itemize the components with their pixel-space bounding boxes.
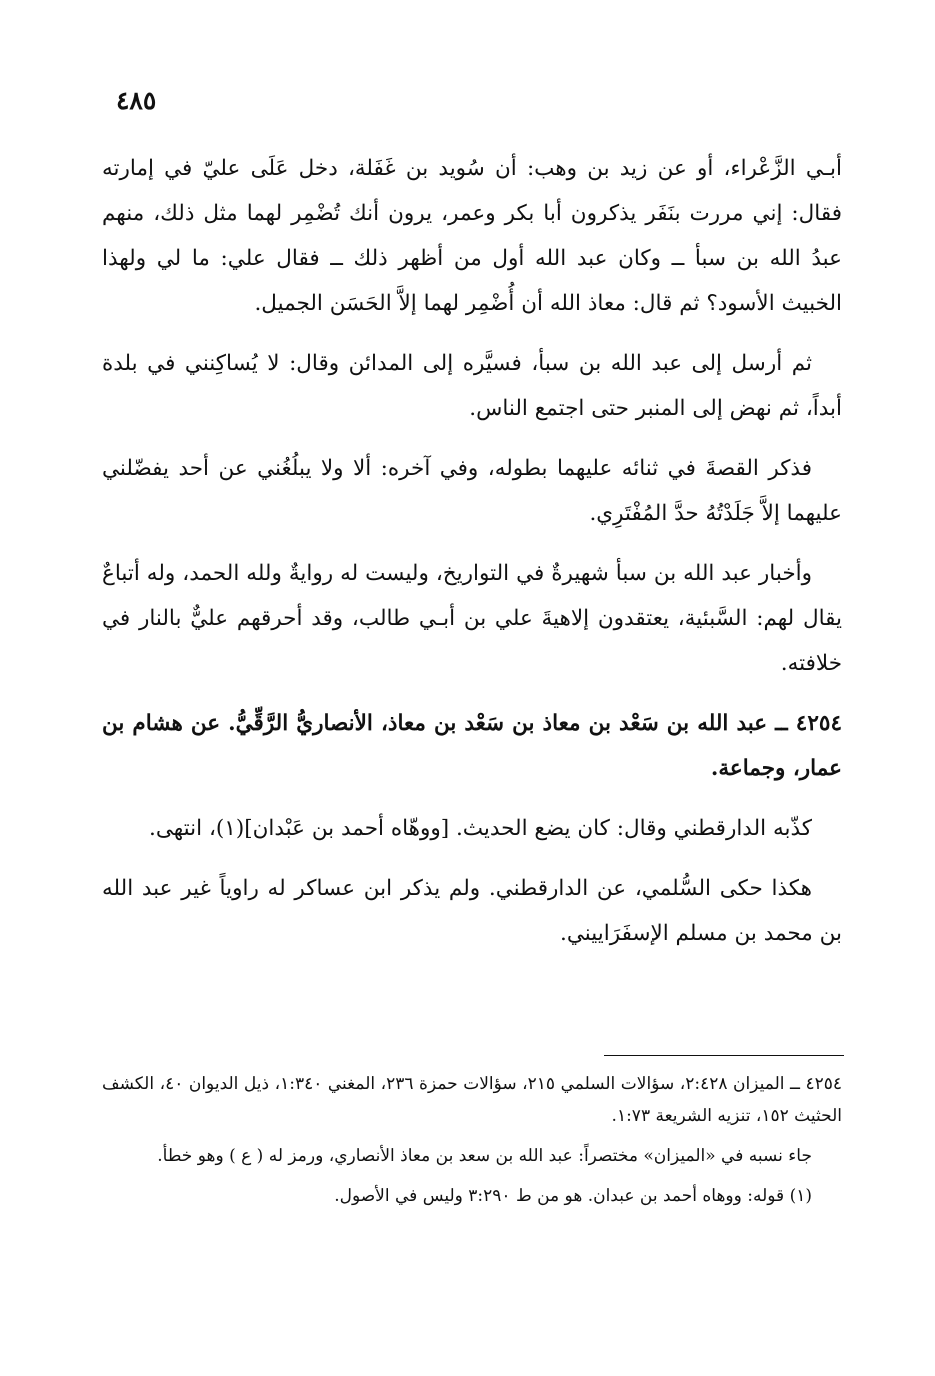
paragraph-4: وأخبار عبد الله بن سبأ شهيرةٌ في التواريخ، وليست له روايةٌ ولله الحمد، وله أتباعٌ يقال لهم: السَّبئية، يعتقدون إلاهيةَ علي بن أبـي طالب، وقد أحرقهم عليٌّ بالنار في خلافته.: [102, 561, 842, 676]
footnote-divider: [604, 1055, 844, 1056]
entry-heading-4254: ٤٢٥٤ ــ عبد الله بن سَعْد بن معاذ بن سَعْد بن معاذ، الأنصاريُّ الرَّقِّيُّ. عن هشام بن عمار، وجماعة.: [102, 711, 842, 781]
paragraph-6: كذّبه الدارقطني وقال: كان يضع الحديث. [ووهّاه أحمد بن عَبْدان](١)، انتهى.: [149, 816, 812, 841]
paragraph-3: فذكر القصةَ في ثنائه عليهما بطوله، وفي آخره: ألا ولا يبلُغُني عن أحد يفضّلني عليهما إلاَّ جَلَدْتُهُ حدَّ المُفْتَرِي.: [102, 456, 842, 526]
footnote-sources: ٤٢٥٤ ــ الميزان ٢:٤٢٨، سؤالات السلمي ٢١٥، سؤالات حمزة ٢٣٦، المغني ١:٣٤٠، ذيل الديوان ٤٠، الكشف الحثيث ١٥٢، تنزيه الشريعة ١:٧٣.: [102, 1074, 843, 1126]
paragraph-7: هكذا حكى السُّلمي، عن الدارقطني. ولم يذكر ابن عساكر له راوياً غير عبد الله بن محمد بن مسلم الإسفَرَاييني.: [102, 876, 842, 946]
main-text-body: [102, 146, 842, 971]
paragraph-2: ثم أرسل إلى عبد الله بن سبأ، فسيَّره إلى المدائن وقال: لا يُساكِنني في بلدة أبداً، ثم نهض إلى المنبر حتى اجتمع الناس.: [102, 351, 842, 421]
footnotes: [102, 1068, 842, 1220]
footnote-lineage-note: جاء نسبه في «الميزان» مختصراً: عبد الله بن سعد بن معاذ الأنصاري، ورمز له ( ع ) وهو خطأ.: [157, 1146, 812, 1166]
paragraph-1: أبـي الزَّعْراء، أو عن زيد بن وهب: أن سُويد بن غَفَلة، دخل عَلَى عليّ في إمارته فقال: إني مررت بنَفَر يذكرون أبا بكر وعمر، يرون أنك تُضْمِر لهما مثل ذلك، منهم عبدُ الله بن سبأ ــ وكان عبد الله أول من أظهر ذلك ــ فقال علي: ما لي ولهذا الخبيث الأسود؟ ثم قال: معاذ الله أن أُضْمِر لهما إلاَّ الحَسَن الجميل.: [102, 156, 842, 316]
footnote-1: (١) قوله: ووهاه أحمد بن عبدان. هو من ط ٣:٢٩٠ وليس في الأصول.: [334, 1186, 812, 1206]
page-number: ٤٨٥: [116, 86, 157, 115]
